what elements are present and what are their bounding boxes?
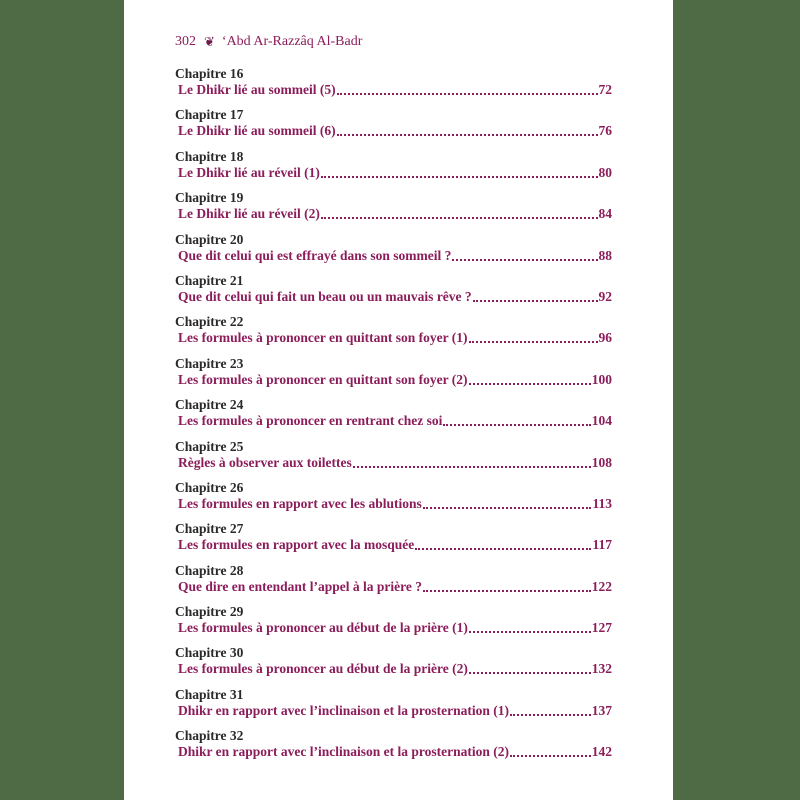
chapter-title: Les formules à prononcer au début de la prière (2): [178, 661, 468, 677]
chapter-label: Chapitre 30: [175, 645, 244, 661]
chapter-label: Chapitre 22: [175, 314, 244, 330]
dot-leader: [321, 206, 598, 219]
dot-leader: [443, 413, 590, 426]
page-ref: 117: [592, 537, 612, 553]
chapter-label: Chapitre 29: [175, 604, 244, 620]
toc-entry: [175, 356, 612, 397]
chapter-label: Chapitre 25: [175, 438, 244, 454]
chapter-title: Les formules en rapport avec les ablutions: [178, 495, 422, 511]
chapter-label: Chapitre 24: [175, 397, 244, 413]
chapter-label: Chapitre 18: [175, 148, 244, 164]
toc-line: [175, 165, 612, 181]
dot-leader: [469, 372, 591, 385]
page-ref: 137: [591, 702, 612, 718]
chapter-label: Chapitre 27: [175, 521, 244, 537]
chapter-label: Chapitre 31: [175, 686, 244, 702]
toc-line: [175, 661, 612, 677]
toc-entry: [175, 232, 612, 273]
toc-entry: [175, 314, 612, 355]
table-of-contents: [175, 66, 612, 770]
page-ref: 127: [591, 620, 612, 636]
page-ref: 142: [591, 744, 612, 760]
dot-leader: [415, 537, 591, 550]
toc-line: [175, 289, 612, 305]
author-name: ‘Abd Ar-Razzâq Al-Badr: [221, 34, 363, 49]
toc-entry: [175, 66, 612, 107]
page-ref: 113: [592, 495, 612, 511]
chapter-title: Que dire en entendant l’appel à la prière ?: [178, 578, 422, 594]
chapter-label: Chapitre 21: [175, 272, 244, 288]
chapter-title: Que dit celui qui est effrayé dans son sommeil ?: [178, 247, 452, 263]
book-page: [124, 0, 673, 800]
chapter-title: Les formules à prononcer en quittant son foyer (2): [178, 371, 468, 387]
chapter-title: Le Dhikr lié au sommeil (5): [178, 82, 336, 97]
chapter-label: Chapitre 16: [175, 66, 244, 81]
page-ref: 84: [598, 206, 612, 222]
chapter-label: Chapitre 19: [175, 190, 244, 206]
dot-leader: [469, 661, 591, 674]
toc-entry: [175, 397, 612, 438]
page-number: 302: [175, 34, 196, 49]
toc-line: [175, 537, 612, 553]
chapter-label: Chapitre 26: [175, 479, 244, 495]
toc-line: [175, 455, 612, 471]
dot-leader: [452, 248, 597, 261]
chapter-label: Chapitre 28: [175, 562, 244, 578]
toc-line: [175, 620, 612, 636]
chapter-label: Chapitre 32: [175, 728, 244, 744]
toc-line: [175, 744, 612, 760]
toc-entry: [175, 480, 612, 521]
toc-entry: [175, 190, 612, 231]
chapter-title: Les formules à prononcer en quittant son foyer (1): [178, 330, 468, 346]
toc-entry: [175, 563, 612, 604]
toc-entry: [175, 439, 612, 480]
chapter-title: Règles à observer aux toilettes: [178, 454, 352, 470]
chapter-title: Dhikr en rapport avec l’inclinaison et la prosternation (2): [178, 744, 509, 760]
dot-leader: [510, 744, 591, 757]
fleuron-icon: ❦: [204, 34, 215, 49]
page-ref: 96: [598, 330, 612, 346]
page-ref: 122: [591, 578, 612, 594]
page-ref: 108: [591, 454, 612, 470]
dot-leader: [510, 703, 591, 716]
page-ref: 104: [591, 413, 612, 429]
dot-leader: [469, 330, 598, 343]
toc-line: [175, 206, 612, 222]
toc-line: [175, 248, 612, 264]
toc-line: [175, 579, 612, 595]
dot-leader: [353, 455, 591, 468]
page-ref: 72: [598, 82, 612, 97]
toc-entry: [175, 521, 612, 562]
dot-leader: [469, 620, 591, 633]
toc-entry: [175, 107, 612, 148]
page-ref: 92: [598, 288, 612, 304]
toc-entry: [175, 728, 612, 769]
page-ref: 100: [591, 371, 612, 387]
chapter-title: Que dit celui qui fait un beau ou un mauvais rêve ?: [178, 288, 472, 304]
toc-entry: [175, 604, 612, 645]
running-head: [175, 34, 362, 50]
dot-leader: [423, 496, 592, 509]
toc-entry: [175, 687, 612, 728]
dot-leader: [337, 123, 598, 136]
chapter-title: Dhikr en rapport avec l’inclinaison et la prosternation (1): [178, 702, 509, 718]
dot-leader: [473, 289, 598, 302]
toc-entry: [175, 273, 612, 314]
chapter-label: Chapitre 17: [175, 107, 244, 123]
dot-leader: [423, 579, 591, 592]
toc-line: [175, 413, 612, 429]
toc-line: [175, 496, 612, 512]
toc-line: [175, 703, 612, 719]
toc-line: [175, 82, 612, 98]
chapter-label: Chapitre 20: [175, 231, 244, 247]
page-ref: 88: [598, 247, 612, 263]
page-ref: 80: [598, 164, 612, 180]
toc-line: [175, 123, 612, 139]
toc-line: [175, 372, 612, 388]
toc-entry: [175, 149, 612, 190]
page-ref: 132: [591, 661, 612, 677]
toc-entry: [175, 645, 612, 686]
chapter-title: Les formules à prononcer en rentrant chez soi: [178, 413, 443, 429]
chapter-title: Le Dhikr lié au réveil (1): [178, 164, 320, 180]
page-ref: 76: [598, 123, 612, 139]
chapter-title: Le Dhikr lié au sommeil (6): [178, 123, 336, 139]
chapter-title: Les formules à prononcer au début de la prière (1): [178, 620, 468, 636]
dot-leader: [321, 165, 598, 178]
toc-line: [175, 330, 612, 346]
dot-leader: [337, 82, 598, 95]
chapter-title: Le Dhikr lié au réveil (2): [178, 206, 320, 222]
chapter-label: Chapitre 23: [175, 355, 244, 371]
chapter-title: Les formules en rapport avec la mosquée: [178, 537, 415, 553]
